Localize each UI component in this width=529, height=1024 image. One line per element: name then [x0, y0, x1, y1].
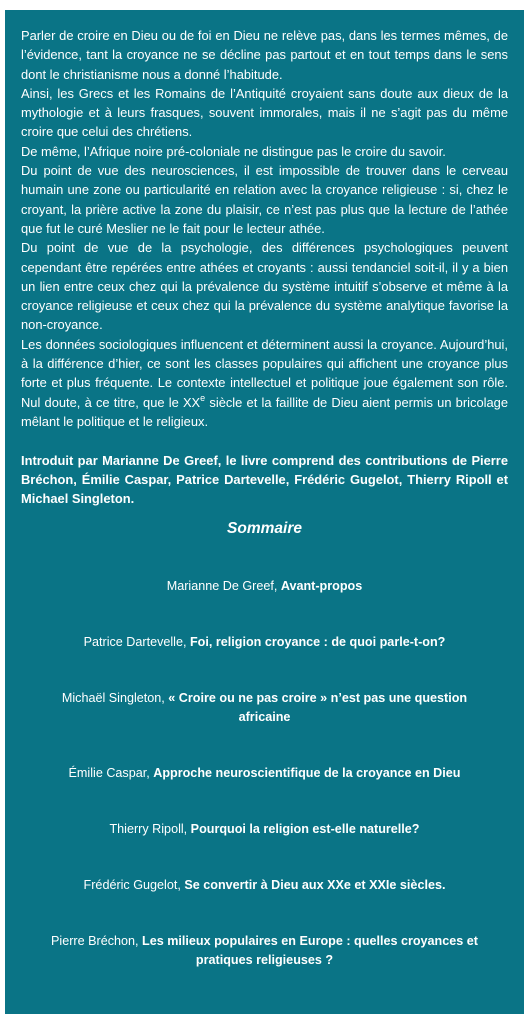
- intro-paragraph: De même, l’Afrique noire pré-coloniale ne distingue pas le croire du savoir.: [21, 143, 446, 159]
- contributors-credits: Introduit par Marianne De Greef, le livre comprend des contributions de Pierre Bréchon, Émilie Caspar, Patrice Dartevelle, Frédéric Gugelot, Thierry Ripoll et Michael Singleton.: [21, 453, 508, 507]
- toc-author: Patrice Dartevelle,: [83, 635, 190, 650]
- sommaire-heading: Sommaire: [227, 520, 302, 538]
- toc-entry: [21, 932, 508, 970]
- intro-text: [21, 26, 508, 431]
- intro-paragraph: Du point de vue de la psychologie, des différences psychologiques peuvent cependant être repérées entre athées et croyants : aussi tendanciel soit-il, il y a bien un lien entre ceux chez qui la prévalence du système intuitif s’observe et même à la croyance religieuse et ceux chez qui la prévalence du système analytique favorise la non-croyance.: [21, 240, 508, 333]
- toc-entry: [21, 577, 508, 596]
- intro-text-segment: siècle et la faillite de Dieu aient permis un bricolage mêlant le politique et le religieux.: [21, 394, 508, 429]
- toc-entry: [21, 633, 508, 652]
- toc-author: Émilie Caspar,: [68, 766, 154, 781]
- toc-author: Marianne De Greef,: [166, 579, 281, 594]
- intro-text-segment: Les données sociologiques influencent et déterminent aussi la croyance. Aujourd’hui, à la différence d’hier, ce sont les classes populaires qui affichent une croyance plus forte et plus fréquente. Le contexte intellectuel et politique joue également son rôle. Nul doute, à ce titre, que le XX: [21, 336, 508, 410]
- toc-title: Avant-propos: [280, 579, 363, 594]
- toc-title: Se convertir à Dieu aux XXe et XXIe siècles.: [184, 878, 446, 893]
- toc-author: Pierre Bréchon,: [51, 934, 143, 949]
- toc-author: Michaël Singleton,: [61, 691, 169, 706]
- toc-entry: [21, 764, 508, 783]
- toc-title: « Croire ou ne pas croire » n’est pas une question africaine: [168, 691, 468, 725]
- intro-paragraph: Parler de croire en Dieu ou de foi en Dieu ne relève pas, dans les termes mêmes, de l’évidence, tant la croyance ne se décline pas partout et en tout temps dans le sens dont le christianisme nous a donné l’habitude.: [21, 28, 508, 82]
- toc-author: Thierry Ripoll,: [109, 822, 191, 837]
- book-description-panel: [5, 10, 524, 1014]
- intro-paragraph: Du point de vue des neurosciences, il est impossible de trouver dans le cerveau humain une zone ou particularité en relation avec la croyance religieuse : si, chez le croyant, la prière active la zone du plaisir, ce n’est pas plus que la lecture de l’athée que fut le curé Meslier ne le fait pour le lecteur athée.: [21, 163, 508, 236]
- intro-paragraph: Ainsi, les Grecs et les Romains de l’Antiquité croyaient sans doute aux dieux de la mythologie et à leurs frasques, souvent immorales, mais il ne s’agit pas du même croire que celui des chrétiens.: [21, 85, 508, 140]
- toc-entry: [21, 876, 508, 895]
- toc-title: Approche neuroscientifique de la croyance en Dieu: [153, 766, 461, 781]
- toc-title: Pourquoi la religion est-elle naturelle?: [190, 822, 420, 837]
- intro-paragraph: [21, 335, 508, 431]
- table-of-contents: [21, 577, 508, 970]
- toc-title: Foi, religion croyance : de quoi parle-t-on?: [189, 635, 446, 650]
- toc-title: Les milieux populaires en Europe : quelles croyances et pratiques religieuses ?: [142, 934, 478, 968]
- toc-entry: [21, 689, 508, 727]
- toc-author: Frédéric Gugelot,: [83, 878, 185, 893]
- century-superscript: e: [200, 392, 206, 403]
- toc-entry: [21, 820, 508, 839]
